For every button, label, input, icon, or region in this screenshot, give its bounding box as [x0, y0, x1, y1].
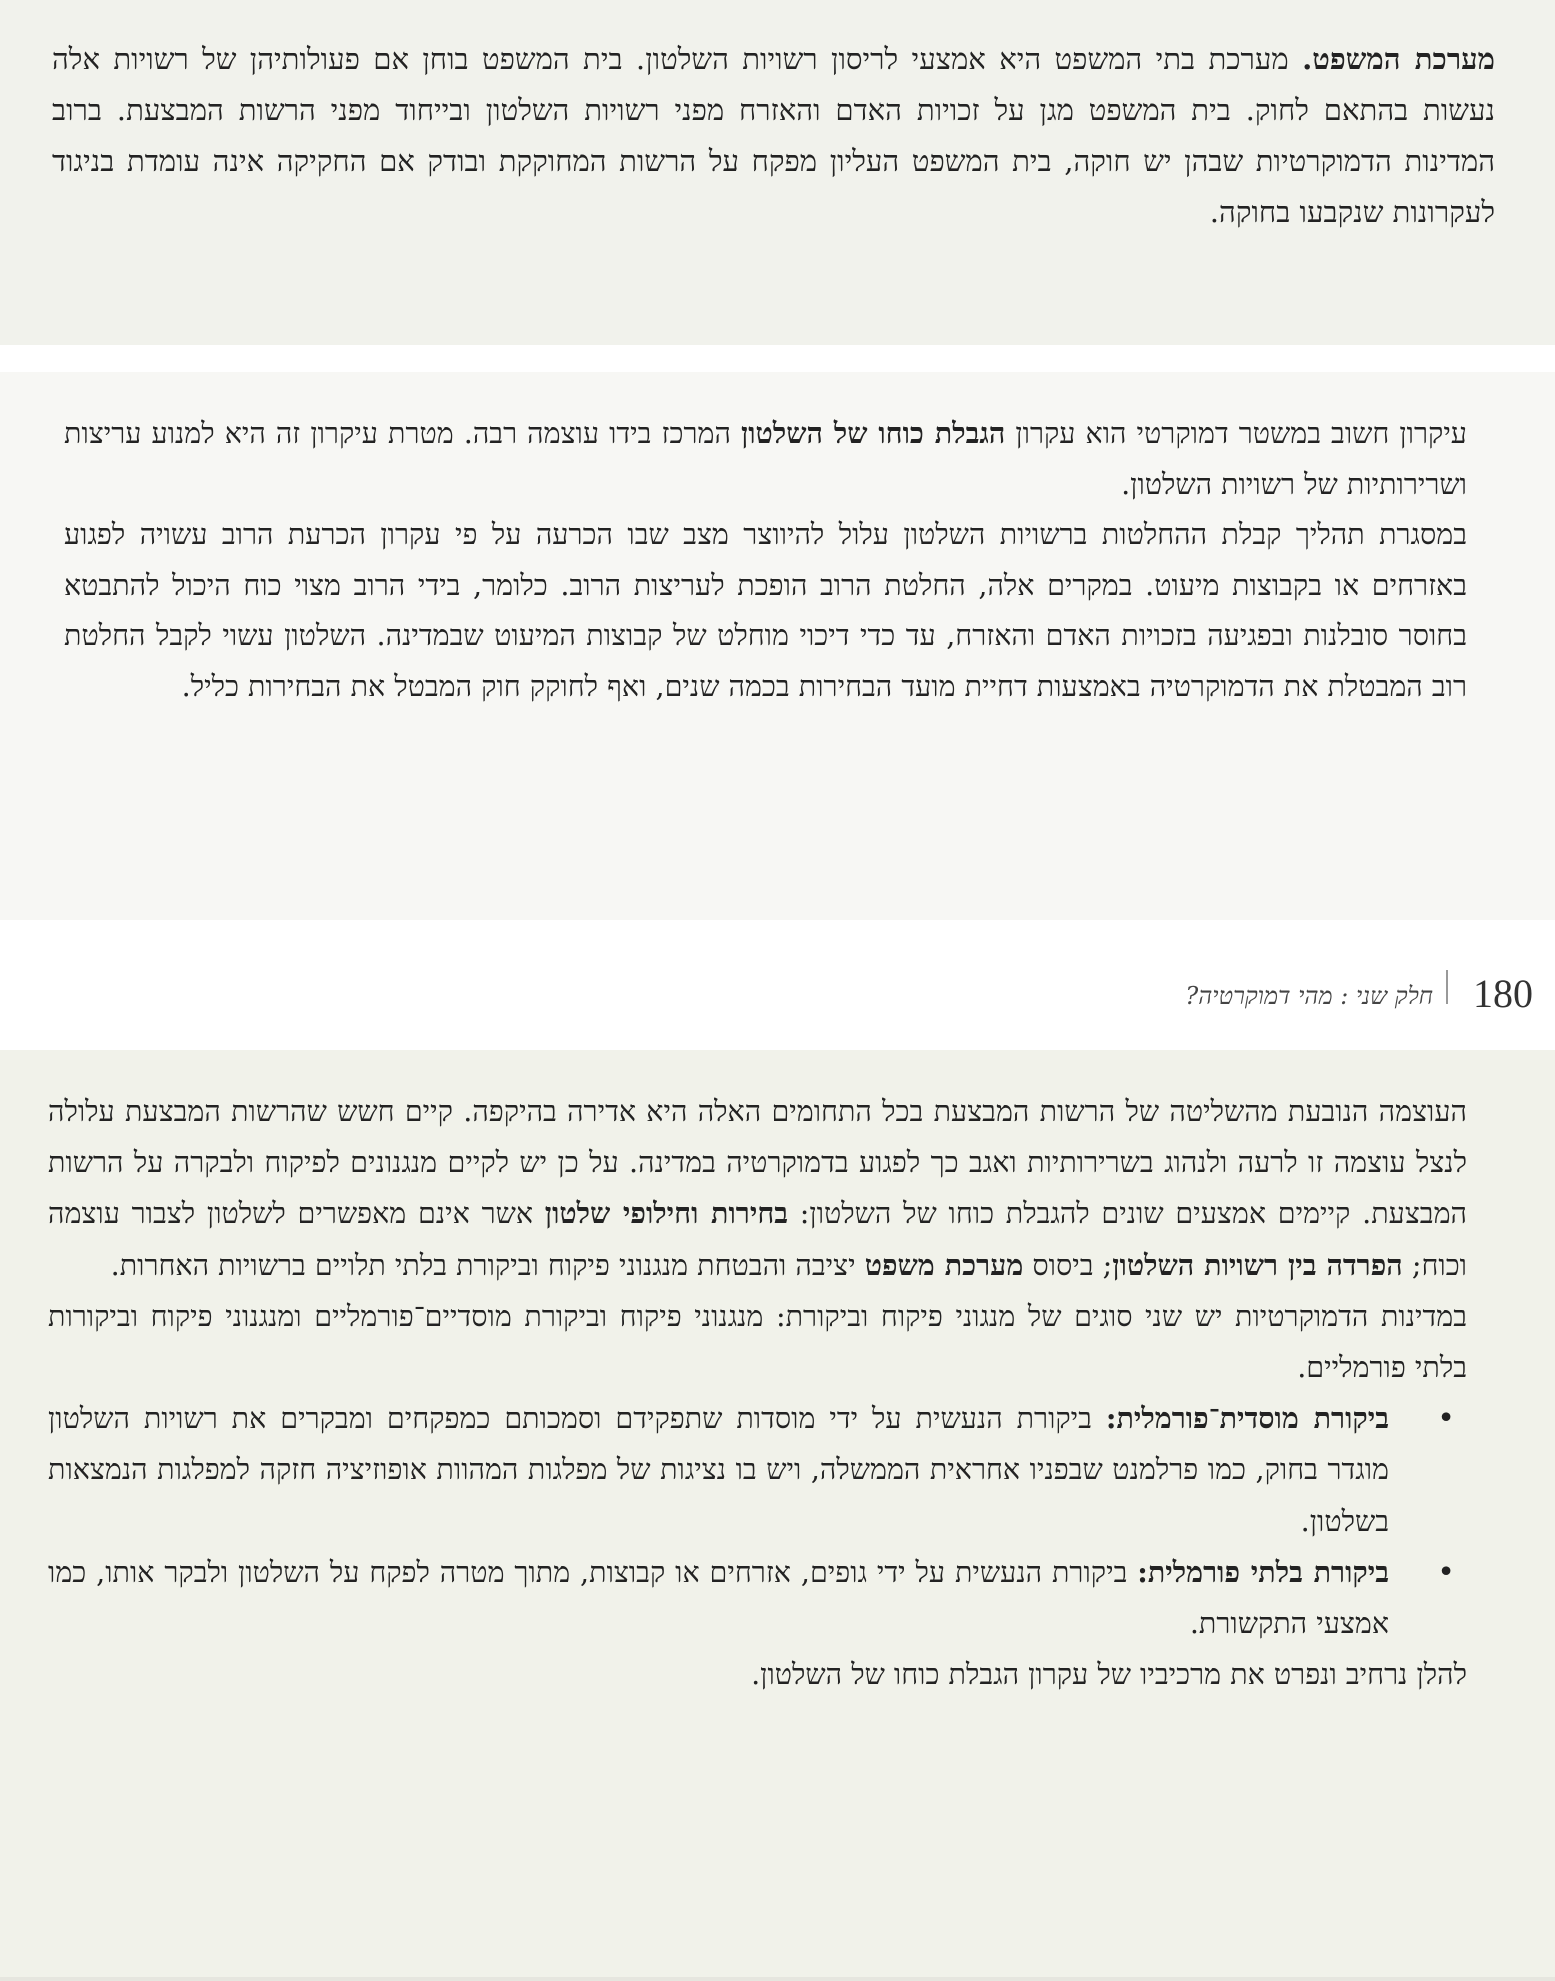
footer-divider — [1446, 970, 1448, 1004]
oversight-text-a: העוצמה הנובעת מהשליטה של הרשות המבצעת בכל התחומים האלה היא אדירה בהיקפה. קיים חשש שהרשות המבצעת עלולה לנצל עוצמה זו לרעה ולנהוג בשרירותיות ואגב כך לפגוע בדמוקרטיה במדינה. על כן יש לקיים מנגנונים לפיקוח ולבקרה על הרשות המבצעת. קיימים אמצעים שונים להגבלת כוחו של השלטון: — [48, 1094, 1467, 1231]
oversight-types-paragraph: במדינות הדמוקרטיות יש שני סוגים של מנגוני פיקוח וביקורת: מנגנוני פיקוח וביקורת מוסדיים־פורמליים ומנגנוני פיקוח וביקורות בלתי פורמליים. — [48, 1298, 1467, 1385]
limiting-power-paragraph — [64, 408, 1467, 509]
judiciary-lead-heading: מערכת המשפט. — [1302, 42, 1495, 76]
oversight-text-c: ; ביסוס — [1023, 1247, 1113, 1282]
list-item — [48, 1393, 1467, 1547]
paragraph-block-judiciary — [0, 0, 1555, 345]
oversight-bullet-list — [48, 1393, 1467, 1649]
limiting-power-term: הגבלת כוחו של השלטון — [740, 416, 1006, 450]
running-head: חלק שני : מהי דמוקרטיה? — [1185, 982, 1433, 1010]
term-separation-of-powers: הפרדה בין רשויות השלטון — [1112, 1247, 1403, 1282]
bullet-text: ביקורת הנעשית על ידי מוסדות שתפקידם וסמכותם כמפקחים ומבקרים את רשויות השלטון מוגדר בחוק, כמו פרלמנט שבפניו אחראית הממשלה, ויש בו נציגות של מפלגות המהוות אופוזיציה חזקה למפלגות הנמצאות בשלטון. — [48, 1401, 1389, 1538]
closing-paragraph: להלן נרחיב ונפרט את מרכיביו של עקרון הגבלת כוחו של השלטון. — [751, 1657, 1467, 1692]
tyranny-majority-paragraph: במסגרת תהליך קבלת ההחלטות ברשויות השלטון עלול להיווצר מצב שבו הכרעה על פי עקרון הכרעת הרוב עשויה לפגוע באזרחים או בקבוצות מיעוט. במקרים אלה, החלטת הרוב הופכת לעריצות הרוב. כלומר, בידי הרוב מצוי כוח היכול להתבטא בחוסר סובלנות ובפגיעה בזכויות האדם והאזרח, עד כדי דיכוי מוחלט של קבוצות המיעוט שבמדינה. השלטון עשוי לקבל החלטת רוב המבטלת את הדמוקרטיה באמצעות דחיית מועד הבחירות בכמה שנים, ואף לחוקק חוק המבטל את הבחירות כליל. — [64, 517, 1467, 703]
page-number: 180 — [1473, 971, 1533, 1016]
bottom-divider — [0, 1977, 1555, 1981]
paragraph-block-limiting-power — [0, 372, 1555, 920]
bullet-title: ביקורת מוסדית־פורמלית: — [1105, 1401, 1389, 1436]
oversight-text-d: יציבה והבטחת מנגנוני פיקוח וביקורת בלתי תלויים ברשויות האחרות. — [110, 1247, 865, 1282]
list-item — [48, 1547, 1467, 1649]
paragraph-block-oversight — [0, 1050, 1555, 1981]
limiting-power-text-a: עיקרון חשוב במשטר דמוקרטי הוא עקרון — [1005, 416, 1467, 450]
judiciary-paragraph — [52, 34, 1495, 238]
bullet-text: ביקורת הנעשית על ידי גופים, אזרחים או קבוצות, מתוך מטרה לפקח על השלטון ולבקר אותו, כמו אמצעי התקשורת. — [48, 1554, 1389, 1641]
bullet-title: ביקורת בלתי פורמלית: — [1137, 1554, 1389, 1589]
oversight-text-b: אשר אינם מאפשרים לשלטון לצבור עוצמה וכוח; — [48, 1196, 1467, 1282]
bullet-icon: • — [1437, 1401, 1455, 1437]
judiciary-text: מערכת בתי המשפט היא אמצעי לריסון רשויות השלטון. בית המשפט בוחן אם פעולותיהן של רשויות אלה נעשות בהתאם לחוק. בית המשפט מגן על זכויות האדם והאזרח מפני רשויות השלטון ובייחוד מפני הרשות המבצעת. ברוב המדינות הדמוקרטיות שבהן יש חוקה, בית המשפט העליון מפקח על הרשות המחוקקת ובודק אם החקיקה אינה עומדת בניגוד לעקרונות שנקבעו בחוקה. — [52, 42, 1495, 229]
oversight-paragraph — [48, 1086, 1467, 1291]
bullet-icon: • — [1437, 1554, 1455, 1590]
term-elections: בחירות וחילופי שלטון — [544, 1196, 789, 1231]
term-judicial-system: מערכת משפט — [864, 1247, 1024, 1282]
page-footer — [0, 970, 1555, 1030]
limiting-power-text-b: המרכז בידו עוצמה רבה. מטרת עיקרון זה היא למנוע עריצות ושרירותיות של רשויות השלטון. — [64, 416, 1467, 501]
